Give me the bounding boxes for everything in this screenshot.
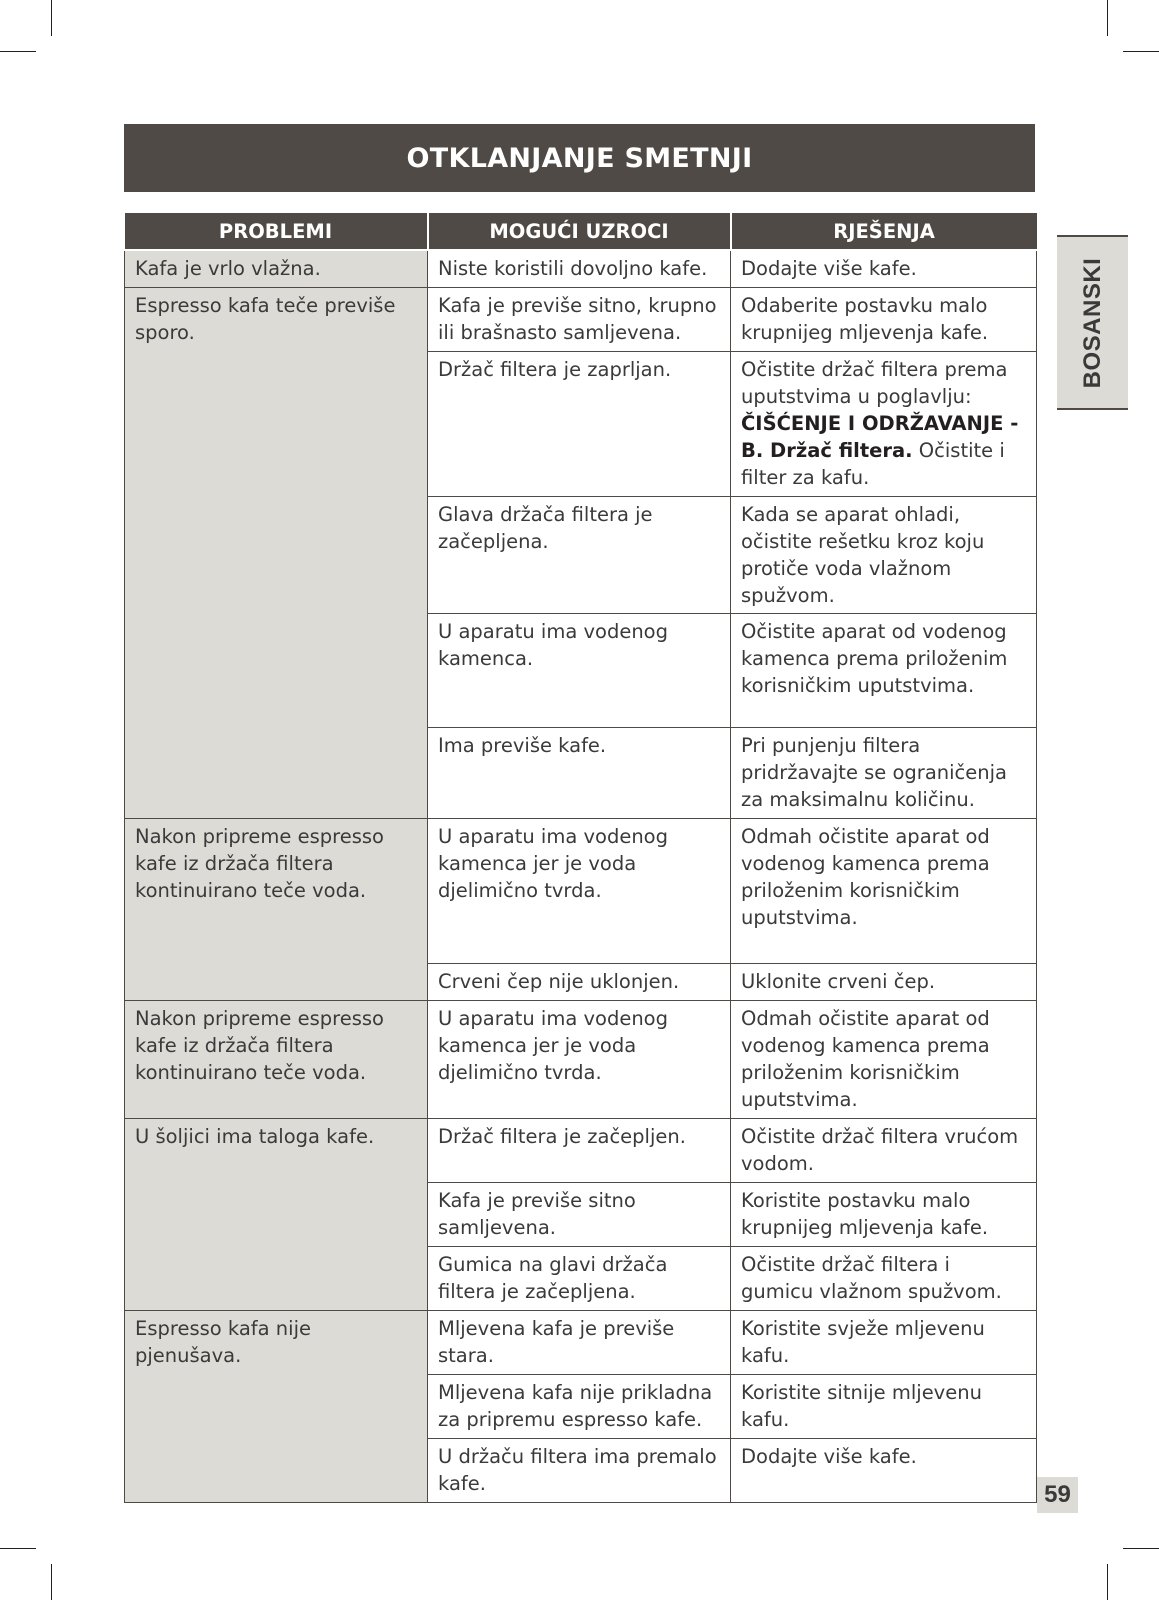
language-label: BOSANSKI bbox=[1078, 257, 1106, 388]
cause-cell: Kafa je previše sitno, krupno ili brašnasto samljevena. bbox=[428, 287, 731, 351]
page-number: 59 bbox=[1037, 1477, 1078, 1513]
cause-cell: Niste koristili dovoljno kafe. bbox=[428, 250, 731, 287]
header-problems: PROBLEMI bbox=[125, 213, 428, 250]
solution-text: Očistite držač filtera prema uputstvima u poglavlju: bbox=[741, 357, 1008, 408]
header-solutions: RJEŠENJA bbox=[731, 213, 1037, 250]
header-causes: MOGUĆI UZROCI bbox=[428, 213, 731, 250]
problem-cell: Espresso kafa nije pjenušava. bbox=[125, 1310, 428, 1502]
cause-cell: Ima previše kafe. bbox=[428, 727, 731, 818]
solution-cell: Pri punjenju filtera pridržavajte se ograničenja za maksimalnu količinu. bbox=[731, 727, 1037, 818]
table-row bbox=[125, 818, 1037, 963]
solution-cell: Odmah očistite aparat od vodenog kamenca prema priloženim korisničkim uputstvima. bbox=[731, 818, 1037, 963]
cause-cell: U aparatu ima vodenog kamenca jer je voda djelimično tvrda. bbox=[428, 818, 731, 963]
table-row bbox=[125, 1310, 1037, 1374]
solution-cell bbox=[731, 351, 1037, 496]
crop-mark bbox=[1123, 1548, 1159, 1549]
table-row bbox=[125, 1118, 1037, 1182]
cause-cell: Kafa je previše sitno samljevena. bbox=[428, 1182, 731, 1246]
solution-cell: Koristite svježe mljevenu kafu. bbox=[731, 1310, 1037, 1374]
cause-cell: Držač filtera je zaprljan. bbox=[428, 351, 731, 496]
problem-cell: Kafa je vrlo vlažna. bbox=[125, 250, 428, 287]
crop-mark bbox=[51, 0, 52, 36]
table-row bbox=[125, 287, 1037, 351]
table-row bbox=[125, 1000, 1037, 1118]
solution-cell: Koristite sitnije mljevenu kafu. bbox=[731, 1374, 1037, 1438]
solution-cell: Očistite držač filtera i gumicu vlažnom spužvom. bbox=[731, 1246, 1037, 1310]
cause-cell: Gumica na glavi držača filtera je začepljena. bbox=[428, 1246, 731, 1310]
solution-cell: Očistite držač filtera vrućom vodom. bbox=[731, 1118, 1037, 1182]
cause-cell: Crveni čep nije uklonjen. bbox=[428, 963, 731, 1000]
table-row bbox=[125, 250, 1037, 287]
solution-bold-text: ČIŠĆENJE I ODRŽAVANJE - B. Držač filtera. bbox=[741, 411, 1019, 462]
solution-cell: Uklonite crveni čep. bbox=[731, 963, 1037, 1000]
solution-cell: Dodajte više kafe. bbox=[731, 250, 1037, 287]
language-tab bbox=[1057, 235, 1128, 410]
solution-cell: Dodajte više kafe. bbox=[731, 1438, 1037, 1502]
crop-mark bbox=[1107, 1564, 1108, 1600]
crop-mark bbox=[51, 1564, 52, 1600]
cause-cell: U aparatu ima vodenog kamenca. bbox=[428, 613, 731, 727]
problem-cell: Nakon pripreme espresso kafe iz držača filtera kontinuirano teče voda. bbox=[125, 1000, 428, 1118]
cause-cell: U aparatu ima vodenog kamenca jer je voda djelimično tvrda. bbox=[428, 1000, 731, 1118]
troubleshooting-table bbox=[124, 213, 1037, 1503]
cause-cell: Mljevena kafa nije prikladna za pripremu espresso kafe. bbox=[428, 1374, 731, 1438]
solution-cell: Očistite aparat od vodenog kamenca prema priloženim korisničkim uputstvima. bbox=[731, 613, 1037, 727]
problem-cell: Nakon pripreme espresso kafe iz držača filtera kontinuirano teče voda. bbox=[125, 818, 428, 1000]
cause-cell: Držač filtera je začepljen. bbox=[428, 1118, 731, 1182]
crop-mark bbox=[1123, 51, 1159, 52]
table-header-row bbox=[125, 213, 1037, 250]
solution-cell: Koristite postavku malo krupnijeg mljevenja kafe. bbox=[731, 1182, 1037, 1246]
crop-mark bbox=[0, 51, 36, 52]
problem-cell: Espresso kafa teče previše sporo. bbox=[125, 287, 428, 818]
solution-cell: Kada se aparat ohladi, očistite rešetku kroz koju protiče voda vlažnom spužvom. bbox=[731, 496, 1037, 613]
cause-cell: Glava držača filtera je začepljena. bbox=[428, 496, 731, 613]
cause-cell: U držaču filtera ima premalo kafe. bbox=[428, 1438, 731, 1502]
solution-tail-text: Očistite i filter za kafu. bbox=[741, 438, 1005, 489]
crop-mark bbox=[1107, 0, 1108, 36]
solution-cell: Odaberite postavku malo krupnijeg mljevenja kafe. bbox=[731, 287, 1037, 351]
problem-cell: U šoljici ima taloga kafe. bbox=[125, 1118, 428, 1310]
crop-mark bbox=[0, 1548, 36, 1549]
solution-cell: Odmah očistite aparat od vodenog kamenca prema priloženim korisničkim uputstvima. bbox=[731, 1000, 1037, 1118]
cause-cell: Mljevena kafa je previše stara. bbox=[428, 1310, 731, 1374]
page-title: OTKLANJANJE SMETNJI bbox=[124, 124, 1035, 192]
